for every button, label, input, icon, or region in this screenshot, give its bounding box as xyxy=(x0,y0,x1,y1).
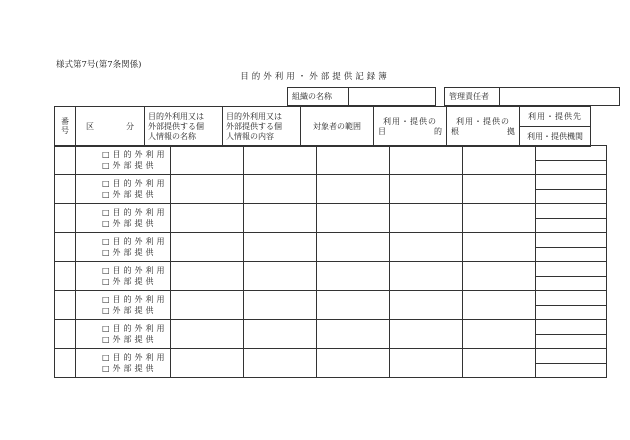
row-option-external-provision[interactable]: □外部提供 xyxy=(102,219,157,228)
basis-char1: 根 xyxy=(451,126,459,136)
row-destination-bottom-cell[interactable] xyxy=(536,218,607,233)
row-info-name-cell[interactable] xyxy=(171,349,244,378)
row-target-scope-cell[interactable] xyxy=(317,233,390,262)
row-info-name-cell[interactable] xyxy=(171,233,244,262)
record-table xyxy=(54,106,591,147)
row-info-content-cell[interactable] xyxy=(244,233,317,262)
row-number-cell[interactable] xyxy=(55,146,76,175)
row-info-content-cell[interactable] xyxy=(244,262,317,291)
row-destination-bottom-cell[interactable] xyxy=(536,160,607,175)
header-table xyxy=(287,87,620,106)
row-category-cell[interactable] xyxy=(76,262,171,291)
row-number-cell[interactable] xyxy=(55,175,76,204)
row-purpose-cell[interactable] xyxy=(390,233,463,262)
row-info-content-cell[interactable] xyxy=(244,204,317,233)
row-destination-top-cell[interactable] xyxy=(536,146,607,161)
row-category-cell[interactable] xyxy=(76,291,171,320)
row-option-external-provision[interactable]: □外部提供 xyxy=(102,277,157,286)
page-title: 目的外利用・外部提供記録簿 xyxy=(240,72,390,82)
row-basis-cell[interactable] xyxy=(463,233,536,262)
row-info-name-cell[interactable] xyxy=(171,291,244,320)
basis-char2: 拠 xyxy=(507,126,515,136)
destination-sub-header: 利用・提供機関 xyxy=(520,127,591,147)
row-option-internal-use[interactable]: □目的外利用 xyxy=(102,150,168,159)
row-target-scope-cell[interactable] xyxy=(317,291,390,320)
row-option-internal-use[interactable]: □目的外利用 xyxy=(102,237,168,246)
row-target-scope-cell[interactable] xyxy=(317,349,390,378)
row-info-name-cell[interactable] xyxy=(171,262,244,291)
row-number-cell[interactable] xyxy=(55,320,76,349)
info-name-line2: 外部提供する個 xyxy=(148,121,204,131)
row-purpose-cell[interactable] xyxy=(390,262,463,291)
row-target-scope-cell[interactable] xyxy=(317,146,390,175)
manager-field[interactable] xyxy=(500,88,620,106)
row-option-internal-use[interactable]: □目的外利用 xyxy=(102,208,168,217)
record-row xyxy=(55,320,607,335)
row-destination-top-cell[interactable] xyxy=(536,291,607,306)
row-info-name-cell[interactable] xyxy=(171,146,244,175)
info-content-line2: 外部提供する個 xyxy=(226,121,282,131)
record-row xyxy=(55,204,607,219)
number-header xyxy=(55,107,76,147)
record-row xyxy=(55,175,607,190)
destination-header: 利用・提供先 xyxy=(520,107,591,127)
row-option-internal-use[interactable]: □目的外利用 xyxy=(102,295,168,304)
row-info-content-cell[interactable] xyxy=(244,291,317,320)
row-category-cell[interactable] xyxy=(76,204,171,233)
row-purpose-cell[interactable] xyxy=(390,204,463,233)
category-header-char1: 区 xyxy=(86,121,94,131)
row-destination-top-cell[interactable] xyxy=(536,320,607,335)
row-option-internal-use[interactable]: □目的外利用 xyxy=(102,353,168,362)
row-option-external-provision[interactable]: □外部提供 xyxy=(102,161,157,170)
number-header-label: 番号 xyxy=(61,117,69,135)
row-target-scope-cell[interactable] xyxy=(317,175,390,204)
row-target-scope-cell[interactable] xyxy=(317,204,390,233)
row-option-internal-use[interactable]: □目的外利用 xyxy=(102,324,168,333)
row-destination-top-cell[interactable] xyxy=(536,262,607,277)
basis-line1: 利用・提供の xyxy=(456,116,510,126)
basis-header xyxy=(447,107,520,147)
row-info-content-cell[interactable] xyxy=(244,349,317,378)
row-basis-cell[interactable] xyxy=(463,349,536,378)
record-rows xyxy=(54,145,607,378)
purpose-char1: 目 xyxy=(378,126,386,136)
record-row xyxy=(55,349,607,364)
row-category-cell[interactable] xyxy=(76,349,171,378)
row-destination-top-cell[interactable] xyxy=(536,233,607,248)
row-category-cell[interactable] xyxy=(76,146,171,175)
row-option-external-provision[interactable]: □外部提供 xyxy=(102,190,157,199)
row-destination-top-cell[interactable] xyxy=(536,349,607,364)
info-name-header xyxy=(145,107,223,147)
row-info-name-cell[interactable] xyxy=(171,175,244,204)
row-option-internal-use[interactable]: □目的外利用 xyxy=(102,179,168,188)
row-basis-cell[interactable] xyxy=(463,320,536,349)
row-number-cell[interactable] xyxy=(55,349,76,378)
row-option-external-provision[interactable]: □外部提供 xyxy=(102,364,157,373)
row-basis-cell[interactable] xyxy=(463,291,536,320)
row-number-cell[interactable] xyxy=(55,204,76,233)
row-destination-top-cell[interactable] xyxy=(536,175,607,190)
row-purpose-cell[interactable] xyxy=(390,291,463,320)
row-basis-cell[interactable] xyxy=(463,175,536,204)
row-purpose-cell[interactable] xyxy=(390,320,463,349)
row-category-cell[interactable] xyxy=(76,320,171,349)
category-header-char2: 分 xyxy=(126,121,134,131)
row-option-internal-use[interactable]: □目的外利用 xyxy=(102,266,168,275)
manager-label: 管理責任者 xyxy=(445,88,500,106)
row-purpose-cell[interactable] xyxy=(390,146,463,175)
row-destination-bottom-cell[interactable] xyxy=(536,363,607,378)
row-category-cell[interactable] xyxy=(76,233,171,262)
purpose-line1: 利用・提供の xyxy=(383,116,437,126)
row-destination-bottom-cell[interactable] xyxy=(536,189,607,204)
info-content-header xyxy=(223,107,301,147)
form-number: 様式第7号(第7条関係) xyxy=(56,60,142,70)
row-basis-cell[interactable] xyxy=(463,262,536,291)
row-destination-bottom-cell[interactable] xyxy=(536,247,607,262)
org-field[interactable] xyxy=(349,88,436,106)
row-destination-bottom-cell[interactable] xyxy=(536,334,607,349)
info-content-line3: 人情報の内容 xyxy=(226,131,274,141)
row-option-external-provision[interactable]: □外部提供 xyxy=(102,306,157,315)
row-info-content-cell[interactable] xyxy=(244,175,317,204)
row-info-content-cell[interactable] xyxy=(244,146,317,175)
record-row xyxy=(55,233,607,248)
row-number-cell[interactable] xyxy=(55,233,76,262)
row-target-scope-cell[interactable] xyxy=(317,320,390,349)
info-content-line1: 目的外利用又は xyxy=(226,111,282,121)
org-label: 組織の名称 xyxy=(288,88,349,106)
row-destination-bottom-cell[interactable] xyxy=(536,276,607,291)
row-destination-bottom-cell[interactable] xyxy=(536,305,607,320)
row-number-cell[interactable] xyxy=(55,291,76,320)
purpose-header xyxy=(374,107,447,147)
row-info-name-cell[interactable] xyxy=(171,204,244,233)
purpose-char2: 的 xyxy=(434,126,442,136)
row-purpose-cell[interactable] xyxy=(390,349,463,378)
row-basis-cell[interactable] xyxy=(463,146,536,175)
target-scope-header: 対象者の範囲 xyxy=(301,107,374,147)
info-name-line1: 目的外利用又は xyxy=(148,111,204,121)
row-target-scope-cell[interactable] xyxy=(317,262,390,291)
row-number-cell[interactable] xyxy=(55,262,76,291)
record-row xyxy=(55,146,607,161)
info-name-line3: 人情報の名称 xyxy=(148,131,196,141)
row-info-name-cell[interactable] xyxy=(171,320,244,349)
row-destination-top-cell[interactable] xyxy=(536,204,607,219)
row-purpose-cell[interactable] xyxy=(390,175,463,204)
row-category-cell[interactable] xyxy=(76,175,171,204)
row-option-external-provision[interactable]: □外部提供 xyxy=(102,335,157,344)
row-basis-cell[interactable] xyxy=(463,204,536,233)
category-header xyxy=(76,107,145,147)
row-option-external-provision[interactable]: □外部提供 xyxy=(102,248,157,257)
record-row xyxy=(55,262,607,277)
header-gap xyxy=(436,88,445,106)
record-row xyxy=(55,291,607,306)
row-info-content-cell[interactable] xyxy=(244,320,317,349)
